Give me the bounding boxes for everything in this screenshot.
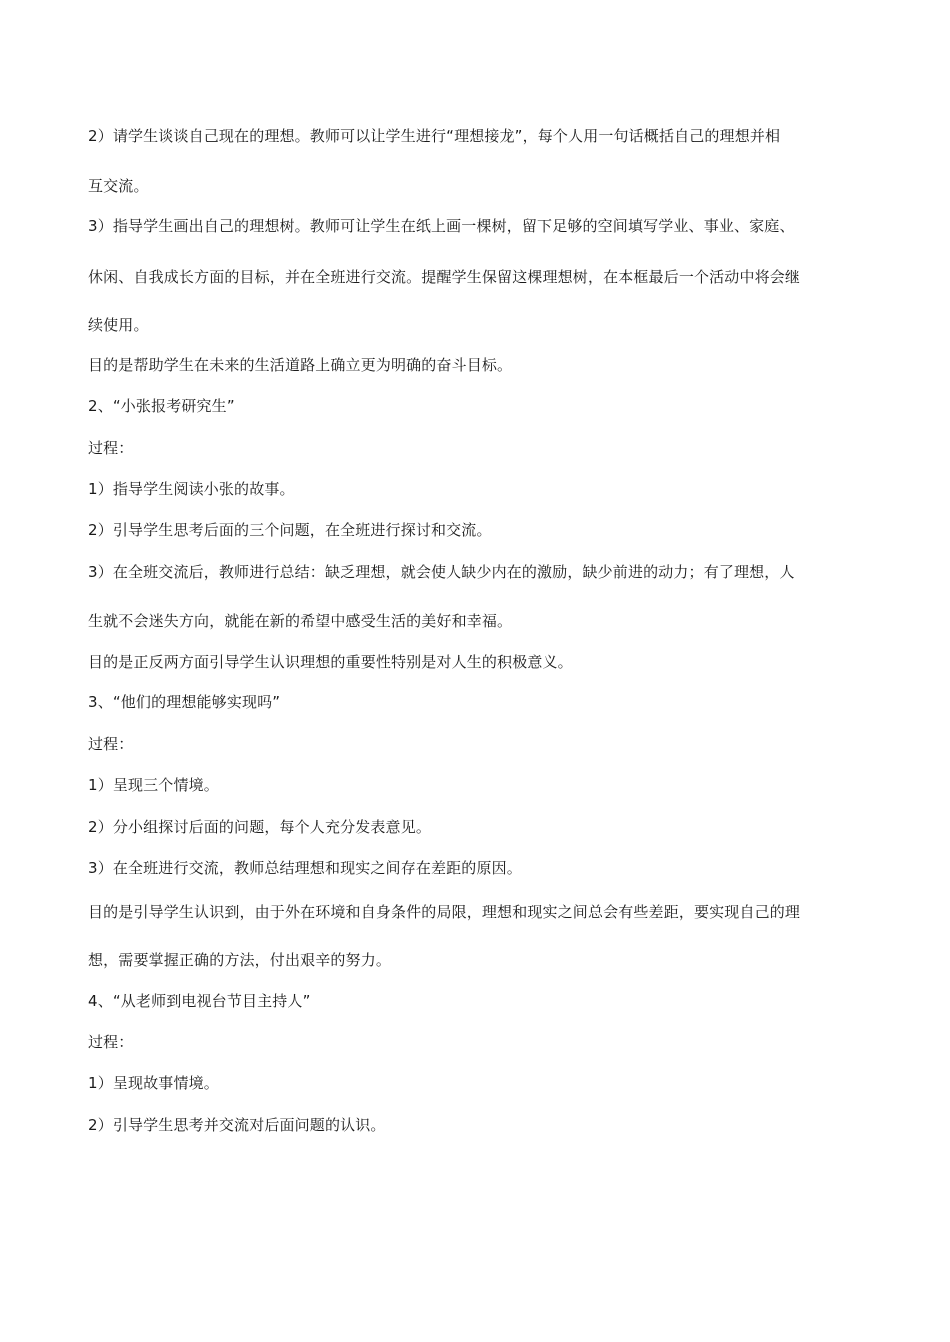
text-line: 目的是正反两方面引导学生认识理想的重要性特别是对人生的积极意义。	[88, 653, 573, 671]
text-line: 2）引导学生思考并交流对后面问题的认识。	[88, 1116, 386, 1134]
text-line: 3）指导学生画出自己的理想树。教师可让学生在纸上画一棵树，留下足够的空间填写学业、事业、家庭、	[88, 217, 795, 235]
text-line: 续使用。	[88, 316, 149, 334]
text-line: 2）分小组探讨后面的问题，每个人充分发表意见。	[88, 818, 431, 836]
text-line: 目的是帮助学生在未来的生活道路上确立更为明确的奋斗目标。	[88, 356, 513, 374]
text-line: 过程：	[88, 1033, 134, 1051]
section-heading: 2、“小张报考研究生”	[88, 397, 235, 415]
section-heading: 3、“他们的理想能够实现吗”	[88, 693, 281, 711]
text-line: 生就不会迷失方向，就能在新的希望中感受生活的美好和幸福。	[88, 612, 513, 630]
text-line: 1）呈现三个情境。	[88, 776, 219, 794]
text-line: 2）请学生谈谈自己现在的理想。教师可以让学生进行“理想接龙”，每个人用一句话概括自己的理想并相	[88, 127, 781, 145]
text-line: 想，需要掌握正确的方法，付出艰辛的努力。	[88, 951, 392, 969]
text-line: 过程：	[88, 439, 134, 457]
text-line: 1）呈现故事情境。	[88, 1074, 219, 1092]
text-line: 互交流。	[88, 177, 149, 195]
text-line: 1）指导学生阅读小张的故事。	[88, 480, 295, 498]
text-line: 目的是引导学生认识到，由于外在环境和自身条件的局限，理想和现实之间总会有些差距，要实现自己的理	[88, 903, 801, 921]
section-heading: 4、“从老师到电视台节目主持人”	[88, 992, 311, 1010]
text-line: 休闲、自我成长方面的目标，并在全班进行交流。提醒学生保留这棵理想树，在本框最后一个活动中将会继	[88, 268, 801, 286]
text-line: 2）引导学生思考后面的三个问题，在全班进行探讨和交流。	[88, 521, 492, 539]
text-line: 3）在全班进行交流，教师总结理想和现实之间存在差距的原因。	[88, 859, 522, 877]
text-line: 3）在全班交流后，教师进行总结：缺乏理想，就会使人缺少内在的激励，缺少前进的动力；有了理想，人	[88, 563, 795, 581]
text-line: 过程：	[88, 735, 134, 753]
